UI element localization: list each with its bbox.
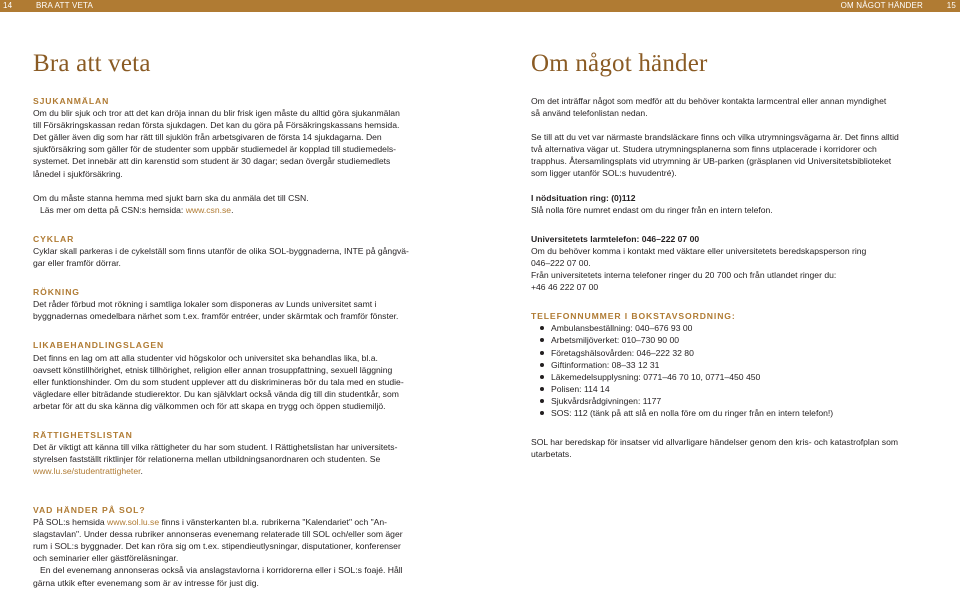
text-line: vägledare eller biträdande studierektor. Du kan självklart också vända dig till din studentkår, som bbox=[33, 388, 399, 399]
sol-link[interactable]: www.sol.lu.se bbox=[107, 517, 160, 528]
header-bar bbox=[0, 0, 960, 12]
page-title-right: Om något händer bbox=[531, 50, 708, 77]
text-line: gärna utkik efter evenemang som är av intresse för just dig. bbox=[33, 577, 259, 588]
text-line: gar eller framför dörrar. bbox=[33, 258, 121, 269]
phone-list bbox=[531, 322, 931, 419]
text-line bbox=[33, 204, 430, 216]
section-heading-likabehandlingslagen: LIKABEHANDLINGSLAGEN bbox=[33, 340, 165, 351]
list-item: Polisen: 114 14 bbox=[551, 383, 931, 395]
section-heading-telefonnummer: TELEFONNUMMER I BOKSTAVSORDNING: bbox=[531, 311, 736, 322]
right-column bbox=[531, 95, 931, 460]
text-line: oavsett könstillhörighet, etnisk tillhörighet, religion eller annan trosuppfattning, sexuell läggning bbox=[33, 364, 393, 375]
page-number-left: 14 bbox=[3, 1, 13, 10]
text-line: Om du måste stanna hemma med sjukt barn ska du anmäla det till CSN. bbox=[33, 192, 309, 203]
page-title-left: Bra att veta bbox=[33, 50, 151, 77]
list-item: SOS: 112 (tänk på att slå en nolla före om du ringer från en intern telefon!) bbox=[551, 407, 931, 419]
list-item: Arbetsmiljöverket: 010–730 90 00 bbox=[551, 334, 931, 346]
list-item: Ambulansbeställning: 040–676 93 00 bbox=[551, 322, 931, 334]
text-line: och seminarier eller gästföreläsningar. bbox=[33, 553, 179, 564]
running-title-right: OM NÅGOT HÄNDER bbox=[840, 1, 923, 10]
text-line: +46 46 222 07 00 bbox=[531, 282, 599, 293]
section-heading-cyklar: CYKLAR bbox=[33, 233, 75, 244]
section-heading-vad-hander: VAD HÄNDER PÅ SOL? bbox=[33, 505, 146, 515]
text-line: Om du behöver komma i kontakt med väktare eller universitetets beredskapsperson ring bbox=[531, 245, 867, 256]
emergency-heading: I nödsituation ring: (0)112 bbox=[531, 192, 636, 203]
text-line: Från universitetets interna telefoner ringer du 20 700 och från utlandet ringer du: bbox=[531, 270, 837, 281]
text-line: lånedel i sjukförsäkring. bbox=[33, 168, 123, 179]
text-line: Det är viktigt att känna till vilka rättigheter du har som student. I Rättighetslistan har universitets- bbox=[33, 442, 398, 453]
text-line: Om det inträffar något som medför att du behöver kontakta larmcentral eller annan myndighet bbox=[531, 96, 887, 106]
text-span: . bbox=[140, 466, 143, 477]
text-line: systemet. Det innebär att din karenstid som student är 30 dagar; sedan övergår studiemedlets bbox=[33, 156, 391, 167]
section-heading-sjukanmalan: SJUKANMÄLAN bbox=[33, 96, 110, 106]
text-line: SOL har beredskap för insatser vid allvarligare händelser genom den kris- och katastrofplan som bbox=[531, 437, 899, 448]
text-line: Cyklar skall parkeras i de cykelställ som finns utanför de olika SOL-byggnaderna, INTE på gångvä- bbox=[33, 245, 409, 256]
running-title-left: BRA ATT VETA bbox=[36, 1, 94, 10]
text-line: Slå nolla före numret endast om du ringer från en intern telefon. bbox=[531, 204, 773, 215]
text-line: slagstavlan". Under dessa rubriker annonseras evenemang relaterade till SOL och/eller som äger bbox=[33, 529, 403, 540]
text-line: Se till att du vet var närmaste brandsläckare finns och vilka utrymningsvägarna är. Det finns alltid bbox=[531, 132, 899, 143]
list-item: Företagshälsovården: 046–222 32 80 bbox=[551, 347, 931, 359]
text-span: Läs mer om detta på CSN:s hemsida: bbox=[40, 204, 186, 215]
text-line: som ligger utanför SOL:s huvudentré). bbox=[531, 168, 677, 179]
section-heading-rattighetslistan: RÄTTIGHETSLISTAN bbox=[33, 429, 133, 440]
left-column bbox=[33, 95, 430, 477]
text-line: arbetar för att du ska känna dig välkommen och för att skapa en trygg och öppen studiemiljö. bbox=[33, 400, 386, 411]
vad-hander-section bbox=[33, 504, 443, 589]
text-line: eller funktionshinder. Om du som student upplever att du diskrimineras bör du tala med en studie- bbox=[33, 376, 404, 387]
list-item: Giftinformation: 08–33 12 31 bbox=[551, 359, 931, 371]
text-line: 046–222 07 00. bbox=[531, 257, 591, 268]
text-line: byggnadernas omedelbara närhet som t.ex. framför entréer, under skärmtak och framför fönster. bbox=[33, 311, 399, 322]
list-item: Sjukvårdsrådgivningen: 1177 bbox=[551, 395, 931, 407]
text-line: sjukförsäkring som gäller för de studenter som uppbär studiemedel är kopplad till studiemedels- bbox=[33, 144, 397, 155]
section-heading-rokning: RÖKNING bbox=[33, 287, 80, 298]
text-line: så använd telefonlistan nedan. bbox=[531, 108, 648, 119]
text-line: styrelsen fastställt riktlinjer för relationerna mellan utbildningsanordnaren och studenten. Se bbox=[33, 454, 381, 465]
larm-heading: Universitetets larmtelefon: 046–222 07 00 bbox=[531, 233, 700, 244]
rattigheter-link[interactable]: www.lu.se/studentrattigheter bbox=[33, 466, 141, 477]
text-span: finns i vänsterkanten bl.a. rubrikerna "Kalendariet" och "An- bbox=[159, 517, 388, 528]
text-line: Det finns en lag om att alla studenter vid högskolor och universitet ska behandlas lika, bl.a. bbox=[33, 352, 378, 363]
text-span: På SOL:s hemsida bbox=[33, 517, 108, 528]
csn-link[interactable]: www.csn.se bbox=[185, 204, 232, 215]
text-line: trapphus. Återsamlingsplats vid utrymning är UB-parken (gräsplanen vid Universitetsbiblioteket bbox=[531, 156, 892, 167]
text-span: . bbox=[231, 204, 234, 215]
text-line: två alternativa vägar ut. Studera utrymningsplanerna som finns utplacerade i korridorer och bbox=[531, 144, 877, 155]
text-line: Om du blir sjuk och tror att det kan dröja innan du blir frisk igen måste du alltid göra sjukanmälan bbox=[33, 108, 400, 119]
text-line bbox=[33, 516, 443, 528]
text-line: Det råder förbud mot rökning i samtliga lokaler som disponeras av Lunds universitet samt i bbox=[33, 299, 377, 310]
text-line: Det gäller även dig som har rätt till sjuklön från arbetsgivaren de första 14 sjukdagarna. Den bbox=[33, 132, 382, 143]
text-line: utarbetats. bbox=[531, 449, 572, 460]
list-item: Läkemedelsupplysning: 0771–46 70 10, 0771–450 450 bbox=[551, 371, 931, 383]
page-number-right: 15 bbox=[946, 1, 956, 10]
text-line: rum i SOL:s byggnader. Det kan röra sig om t.ex. stipendieutlysningar, disputationer, konferenser bbox=[33, 541, 401, 552]
text-line bbox=[33, 465, 430, 477]
text-line: till Försäkringskassan redan första sjukdagen. Det kan du göra på Försäkringskassans hemsida. bbox=[33, 120, 400, 131]
text-line: En del evenemang annonseras också via anslagstavlorna i korridorerna eller i SOL:s foajé. Håll bbox=[40, 565, 403, 576]
